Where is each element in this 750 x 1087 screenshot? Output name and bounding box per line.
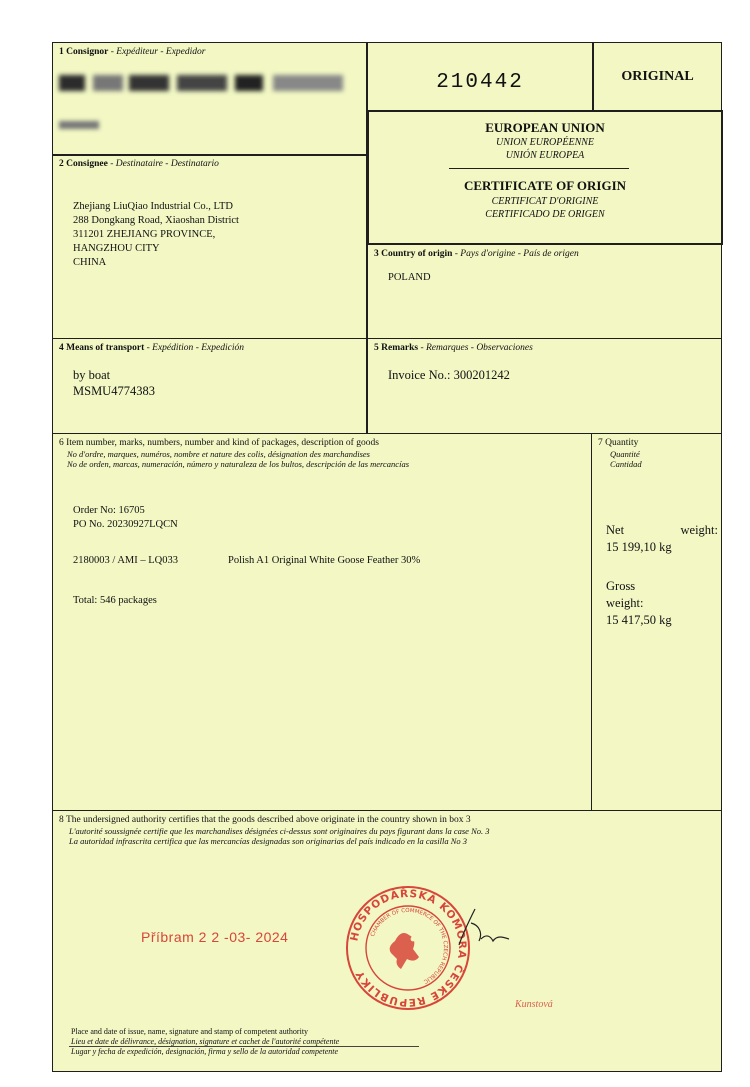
certification-label-fr: L'autorité soussignée certifie que les marchandises désignées ci-dessus sont originaires du pays figurant dans la case No. 3	[69, 826, 490, 836]
consignee-line: Zhejiang LiuQiao Industrial Co., LTD	[73, 201, 234, 212]
footer-en: Place and date of issue, name, signature and stamp of competent authority	[71, 1027, 309, 1036]
original-box	[593, 42, 722, 112]
certificate-en: CERTIFICATE OF ORIGIN	[463, 178, 627, 193]
remarks-value: Invoice No.: 300201242	[388, 368, 510, 382]
box-consignee	[52, 154, 367, 339]
goods-label-es: No de orden, marcas, numeración, número y naturaleza de los bultos, descripción de las mercancías	[67, 459, 410, 469]
gross-weight-label-1: Gross	[606, 579, 636, 593]
quantity-label-fr: Quantité	[610, 449, 640, 459]
order-number: Order No: 16705	[73, 505, 145, 516]
gross-weight-value: 15 417,50 kg	[606, 613, 672, 627]
certificate-es: CERTIFICADO DE ORIGEN	[485, 209, 605, 220]
certification-label-es: La autoridad infrascrita certifica que las mercancías designadas son originarias del país indicado en la casilla No 3	[69, 836, 467, 846]
net-weight-label: Net weight:	[606, 523, 718, 537]
total-packages: Total: 546 packages	[73, 595, 157, 606]
serial-box	[367, 42, 593, 112]
signature-line	[69, 1046, 419, 1047]
item-code: 2180003 / AMI – LQ033	[73, 555, 178, 566]
signer-name: Kunstová	[515, 999, 553, 1010]
goods-label: 6 Item number, marks, numbers, number and kind of packages, description of goods	[59, 438, 379, 448]
box-consignor	[52, 42, 367, 156]
consignee-label: 2 Consignee - Destinataire - Destinatario	[59, 159, 219, 169]
union-fr: UNION EUROPÉENNE	[495, 137, 595, 148]
eu-header-box	[367, 110, 723, 245]
consignee-line: HANGZHOU CITY	[73, 243, 160, 254]
box-means-of-transport	[52, 338, 367, 434]
country-value: POLAND	[388, 272, 431, 283]
quantity-label-es: Cantidad	[610, 459, 642, 469]
signature-mark	[453, 903, 513, 953]
box-remarks	[367, 338, 722, 434]
stamp-outer-text: HOSPODÁŘSKÁ KOMORA ČESKÉ REPUBLIKY	[348, 887, 469, 1009]
remarks-label: 5 Remarks - Remarques - Observaciones	[374, 343, 533, 353]
certificate-sheet	[52, 42, 722, 1072]
header-divider	[449, 168, 629, 169]
box-country-of-origin	[367, 244, 722, 339]
consignor-label: 1 Consignor - Expéditeur - Expedidor	[59, 47, 206, 57]
union-es: UNIÓN EUROPEA	[505, 150, 585, 161]
po-number: PO No. 20230927LQCN	[73, 519, 178, 530]
serial-number: 210442	[436, 71, 524, 94]
consignee-address	[73, 200, 239, 270]
box-description-of-goods	[52, 433, 592, 811]
country-label: 3 Country of origin - Pays d'origine - País de origen	[374, 249, 579, 259]
redacted-consignor-address	[59, 73, 349, 93]
quantity-label: 7 Quantity	[598, 438, 639, 448]
footer-es: Lugar y fecha de expedición, designación, firma y sello de la autoridad competente	[71, 1047, 339, 1056]
certificate-fr: CERTIFICAT D'ORIGINE	[491, 196, 599, 207]
footer-fr: Lieu et date de délivrance, désignation, signature et cachet de l'autorité compétente	[71, 1037, 340, 1046]
transport-details	[73, 367, 155, 399]
union-en: EUROPEAN UNION	[485, 120, 605, 135]
original-label: ORIGINAL	[621, 69, 694, 84]
place-date-stamp: Příbram 2 2 -03- 2024	[141, 929, 289, 945]
transport-line: by boat	[73, 368, 111, 382]
box-certification	[52, 810, 722, 1072]
box-quantity	[591, 433, 722, 811]
redacted-consignor-line	[59, 121, 99, 129]
certification-label: 8 The undersigned authority certifies that the goods described above originate in the country shown in box 3	[59, 815, 471, 825]
goods-label-fr: No d'ordre, marques, numéros, nombre et nature des colis, désignation des marchandises	[67, 449, 370, 459]
transport-label: 4 Means of transport - Expédition - Expedición	[59, 343, 244, 353]
consignee-line: 288 Dongkang Road, Xiaoshan District	[73, 215, 239, 226]
transport-line: MSMU4774383	[73, 384, 155, 398]
stamp-inner-text: CHAMBER OF COMMERCE OF THE CZECH REPUBLIC	[369, 907, 449, 985]
consignee-line: 311201 ZHEJIANG PROVINCE,	[73, 229, 216, 240]
gross-weight-label-2: weight:	[606, 596, 644, 610]
item-description: Polish A1 Original White Goose Feather 30%	[228, 555, 421, 566]
net-weight-value: 15 199,10 kg	[606, 540, 672, 554]
consignee-line: CHINA	[73, 257, 107, 268]
